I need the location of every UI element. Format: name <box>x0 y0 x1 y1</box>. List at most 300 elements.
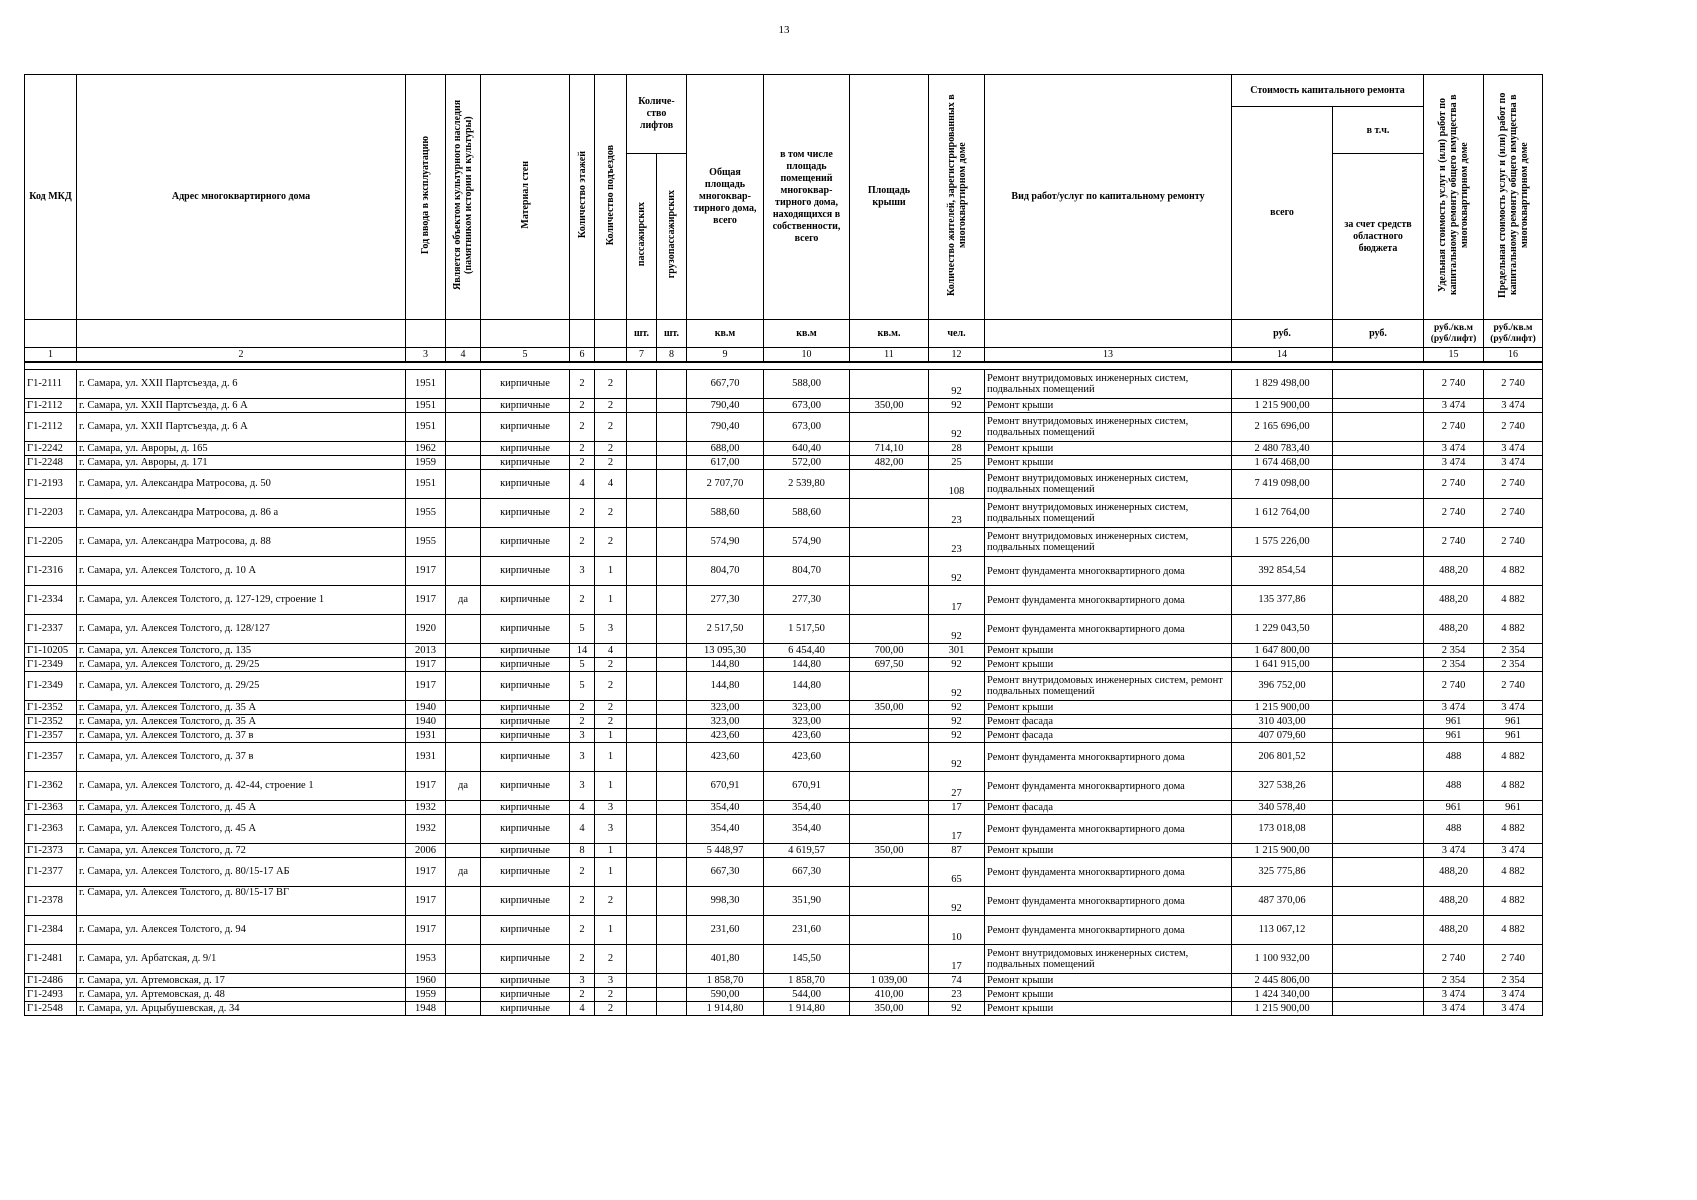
column-number: 1 <box>25 348 77 363</box>
cell-owned-area: 640,40 <box>764 442 850 456</box>
cell-year: 1951 <box>406 399 446 413</box>
cell-wall: кирпичные <box>481 801 570 815</box>
cell-heritage: да <box>446 772 481 801</box>
cell-unit-cost: 3 474 <box>1424 456 1484 470</box>
cell-cost-regional <box>1333 499 1424 528</box>
cell-year: 1931 <box>406 743 446 772</box>
cell-code: Г1-2334 <box>25 586 77 615</box>
cell-heritage <box>446 815 481 844</box>
cell-total-area: 323,00 <box>687 701 764 715</box>
table-row <box>25 715 1543 729</box>
cell-code: Г1-2384 <box>25 916 77 945</box>
cell-floors: 2 <box>570 701 595 715</box>
cell-cargo-lifts <box>657 499 687 528</box>
cell-work-type: Ремонт крыши <box>985 1002 1232 1016</box>
cell-owned-area: 1 914,80 <box>764 1002 850 1016</box>
table-row <box>25 916 1543 945</box>
cell-year: 1951 <box>406 413 446 442</box>
cell-residents: 92 <box>929 615 985 644</box>
cell-cost-total: 392 854,54 <box>1232 557 1333 586</box>
cell-cargo-lifts <box>657 413 687 442</box>
cell-residents: 10 <box>929 916 985 945</box>
cell-roof-area <box>850 945 929 974</box>
cell-owned-area: 544,00 <box>764 988 850 1002</box>
cell-pass-lifts <box>627 772 657 801</box>
cell-total-area: 2 707,70 <box>687 470 764 499</box>
cell-cost-total: 173 018,08 <box>1232 815 1333 844</box>
cell-roof-area <box>850 499 929 528</box>
cell-residents: 92 <box>929 743 985 772</box>
cell-work-type: Ремонт фундамента многоквартирного дома <box>985 557 1232 586</box>
cell-wall: кирпичные <box>481 772 570 801</box>
cell-cost-regional <box>1333 456 1424 470</box>
cell-code: Г1-2481 <box>25 945 77 974</box>
cell-code: Г1-2248 <box>25 456 77 470</box>
cell-total-area: 5 448,97 <box>687 844 764 858</box>
cell-roof-area <box>850 470 929 499</box>
cell-unit-cost: 2 740 <box>1424 370 1484 399</box>
cell-code: Г1-2362 <box>25 772 77 801</box>
cell-entrances: 4 <box>595 644 627 658</box>
cell-max-cost: 961 <box>1484 801 1543 815</box>
cell-residents: 65 <box>929 858 985 887</box>
cell-total-area: 401,80 <box>687 945 764 974</box>
cell-code: Г1-2378 <box>25 887 77 916</box>
cell-address: г. Самара, ул. Алексея Толстого, д. 35 А <box>77 715 406 729</box>
cell-wall: кирпичные <box>481 715 570 729</box>
cell-code: Г1-2352 <box>25 715 77 729</box>
cell-floors: 3 <box>570 729 595 743</box>
table-row <box>25 615 1543 644</box>
cell-heritage <box>446 701 481 715</box>
column-number: 9 <box>687 348 764 363</box>
cell-roof-area <box>850 557 929 586</box>
cell-cargo-lifts <box>657 672 687 701</box>
cell-wall: кирпичные <box>481 615 570 644</box>
cell-work-type: Ремонт крыши <box>985 988 1232 1002</box>
cell-pass-lifts <box>627 658 657 672</box>
cell-cost-regional <box>1333 844 1424 858</box>
cell-max-cost: 2 354 <box>1484 644 1543 658</box>
cell-entrances: 1 <box>595 743 627 772</box>
cell-owned-area: 4 619,57 <box>764 844 850 858</box>
cell-wall: кирпичные <box>481 743 570 772</box>
cell-cargo-lifts <box>657 528 687 557</box>
cell-entrances: 2 <box>595 945 627 974</box>
header-floors: Количество этажей <box>570 75 595 320</box>
cell-cargo-lifts <box>657 945 687 974</box>
cell-heritage <box>446 743 481 772</box>
header-entrances: Количество подъездов <box>595 75 627 320</box>
cell-total-area: 998,30 <box>687 887 764 916</box>
cell-floors: 4 <box>570 1002 595 1016</box>
cell-cargo-lifts <box>657 456 687 470</box>
table-row <box>25 988 1543 1002</box>
cell-cost-total: 1 215 900,00 <box>1232 701 1333 715</box>
page-number: 13 <box>778 24 790 36</box>
cell-max-cost: 4 882 <box>1484 815 1543 844</box>
cell-cargo-lifts <box>657 988 687 1002</box>
unit-pass: шт. <box>627 320 657 348</box>
table-row <box>25 887 1543 916</box>
cell-cost-total: 396 752,00 <box>1232 672 1333 701</box>
cell-wall: кирпичные <box>481 701 570 715</box>
header-code: Код МКД <box>25 75 77 320</box>
cell-roof-area <box>850 772 929 801</box>
cell-cost-total: 1 424 340,00 <box>1232 988 1333 1002</box>
cell-max-cost: 3 474 <box>1484 456 1543 470</box>
column-number: 3 <box>406 348 446 363</box>
cell-floors: 3 <box>570 557 595 586</box>
cell-cost-regional <box>1333 442 1424 456</box>
cell-pass-lifts <box>627 743 657 772</box>
cell-owned-area: 231,60 <box>764 916 850 945</box>
column-number: 6 <box>570 348 595 363</box>
cell-work-type: Ремонт фундамента многоквартирного дома <box>985 887 1232 916</box>
unit-cost-regional: руб. <box>1333 320 1424 348</box>
column-number: 11 <box>850 348 929 363</box>
table-row <box>25 442 1543 456</box>
cell-total-area: 423,60 <box>687 729 764 743</box>
cell-work-type: Ремонт крыши <box>985 442 1232 456</box>
cell-cost-total: 487 370,06 <box>1232 887 1333 916</box>
cell-cost-regional <box>1333 370 1424 399</box>
cell-cost-total: 206 801,52 <box>1232 743 1333 772</box>
cell-cargo-lifts <box>657 844 687 858</box>
cell-unit-cost: 961 <box>1424 801 1484 815</box>
cell-wall: кирпичные <box>481 916 570 945</box>
cell-entrances: 1 <box>595 916 627 945</box>
cell-year: 1953 <box>406 945 446 974</box>
cell-max-cost: 4 882 <box>1484 887 1543 916</box>
cell-work-type: Ремонт крыши <box>985 456 1232 470</box>
cell-address: г. Самара, ул. Арбатская, д. 9/1 <box>77 945 406 974</box>
cell-unit-cost: 2 354 <box>1424 644 1484 658</box>
cell-heritage <box>446 916 481 945</box>
cell-code: Г1-2316 <box>25 557 77 586</box>
cell-cargo-lifts <box>657 644 687 658</box>
header-unit-cost: Удельная стоимость услуг и (или) работ по капитальному ремонту общего имущества в многоквартирном доме <box>1424 75 1484 320</box>
cell-unit-cost: 3 474 <box>1424 844 1484 858</box>
cell-entrances: 2 <box>595 715 627 729</box>
table-row <box>25 586 1543 615</box>
cell-max-cost: 2 740 <box>1484 413 1543 442</box>
cell-cost-total: 2 165 696,00 <box>1232 413 1333 442</box>
cell-work-type: Ремонт фундамента многоквартирного дома <box>985 615 1232 644</box>
cell-wall: кирпичные <box>481 945 570 974</box>
cell-roof-area <box>850 916 929 945</box>
cell-floors: 8 <box>570 844 595 858</box>
cell-heritage <box>446 658 481 672</box>
cell-cost-total: 1 215 900,00 <box>1232 844 1333 858</box>
cell-cost-regional <box>1333 988 1424 1002</box>
cell-work-type: Ремонт крыши <box>985 974 1232 988</box>
cell-year: 2013 <box>406 644 446 658</box>
cell-year: 1940 <box>406 715 446 729</box>
cell-cost-regional <box>1333 1002 1424 1016</box>
cell-floors: 3 <box>570 974 595 988</box>
cell-address: г. Самара, ул. Алексея Толстого, д. 72 <box>77 844 406 858</box>
cell-address: г. Самара, ул. Алексея Толстого, д. 80/15-17 АБ <box>77 858 406 887</box>
cell-pass-lifts <box>627 672 657 701</box>
cell-address: г. Самара, ул. XXII Партсъезда, д. 6 <box>77 370 406 399</box>
cell-heritage <box>446 801 481 815</box>
cell-cost-regional <box>1333 658 1424 672</box>
unit-unit-cost: руб./кв.м (руб/лифт) <box>1424 320 1484 348</box>
cell-pass-lifts <box>627 442 657 456</box>
cell-year: 1917 <box>406 772 446 801</box>
cell-year: 1917 <box>406 658 446 672</box>
cell-wall: кирпичные <box>481 815 570 844</box>
cell-address: г. Самара, ул. Алексея Толстого, д. 45 А <box>77 815 406 844</box>
cell-owned-area: 588,60 <box>764 499 850 528</box>
header-cargo-lifts: грузопассажирских <box>657 154 687 320</box>
cell-pass-lifts <box>627 456 657 470</box>
cell-roof-area <box>850 586 929 615</box>
cell-total-area: 323,00 <box>687 715 764 729</box>
cell-cost-regional <box>1333 945 1424 974</box>
cell-floors: 2 <box>570 858 595 887</box>
cell-code: Г1-2112 <box>25 413 77 442</box>
column-number <box>1333 348 1424 363</box>
table-row <box>25 456 1543 470</box>
cell-year: 1917 <box>406 916 446 945</box>
cell-address: г. Самара, ул. Алексея Толстого, д. 10 А <box>77 557 406 586</box>
cell-cost-regional <box>1333 528 1424 557</box>
cell-heritage <box>446 370 481 399</box>
cell-floors: 2 <box>570 456 595 470</box>
cell-code: Г1-2205 <box>25 528 77 557</box>
cell-year: 1917 <box>406 887 446 916</box>
cell-year: 1917 <box>406 858 446 887</box>
cell-heritage <box>446 945 481 974</box>
cell-entrances: 2 <box>595 370 627 399</box>
unit-residents: чел. <box>929 320 985 348</box>
table-row <box>25 557 1543 586</box>
cell-roof-area <box>850 887 929 916</box>
cell-address: г. Самара, ул. Артемовская, д. 17 <box>77 974 406 988</box>
cell-wall: кирпичные <box>481 442 570 456</box>
cell-owned-area: 144,80 <box>764 658 850 672</box>
table-row <box>25 772 1543 801</box>
cell-heritage: да <box>446 858 481 887</box>
cell-cargo-lifts <box>657 370 687 399</box>
cell-max-cost: 3 474 <box>1484 844 1543 858</box>
cell-owned-area: 673,00 <box>764 413 850 442</box>
cell-pass-lifts <box>627 413 657 442</box>
cell-max-cost: 4 882 <box>1484 557 1543 586</box>
table-row <box>25 974 1543 988</box>
cell-residents: 92 <box>929 715 985 729</box>
cell-entrances: 3 <box>595 801 627 815</box>
cell-unit-cost: 488,20 <box>1424 615 1484 644</box>
cell-max-cost: 3 474 <box>1484 399 1543 413</box>
cell-unit-cost: 3 474 <box>1424 399 1484 413</box>
cell-roof-area: 350,00 <box>850 844 929 858</box>
column-number: 10 <box>764 348 850 363</box>
cell-pass-lifts <box>627 701 657 715</box>
cell-entrances: 2 <box>595 399 627 413</box>
cell-max-cost: 4 882 <box>1484 858 1543 887</box>
cell-residents: 23 <box>929 528 985 557</box>
unit-total-area: кв.м <box>687 320 764 348</box>
cell-entrances: 2 <box>595 528 627 557</box>
cell-roof-area: 714,10 <box>850 442 929 456</box>
cell-work-type: Ремонт фасада <box>985 729 1232 743</box>
cell-max-cost: 3 474 <box>1484 701 1543 715</box>
cell-floors: 2 <box>570 715 595 729</box>
cell-address: г. Самара, ул. Алексея Толстого, д. 37 в <box>77 729 406 743</box>
column-number: 8 <box>657 348 687 363</box>
table-row <box>25 743 1543 772</box>
column-number <box>595 348 627 363</box>
cell-cost-total: 7 419 098,00 <box>1232 470 1333 499</box>
cell-owned-area: 354,40 <box>764 801 850 815</box>
cell-wall: кирпичные <box>481 456 570 470</box>
cell-address: г. Самара, ул. Алексея Толстого, д. 80/15-17 ВГ <box>77 887 406 916</box>
cell-year: 1932 <box>406 815 446 844</box>
cell-floors: 2 <box>570 528 595 557</box>
cell-year: 1948 <box>406 1002 446 1016</box>
cell-cargo-lifts <box>657 1002 687 1016</box>
cell-max-cost: 3 474 <box>1484 1002 1543 1016</box>
cell-wall: кирпичные <box>481 658 570 672</box>
cell-year: 1917 <box>406 672 446 701</box>
cell-cost-regional <box>1333 715 1424 729</box>
cell-total-area: 617,00 <box>687 456 764 470</box>
cell-cost-regional <box>1333 399 1424 413</box>
cell-residents: 92 <box>929 672 985 701</box>
cell-roof-area: 350,00 <box>850 701 929 715</box>
table-row <box>25 672 1543 701</box>
cell-address: г. Самара, ул. Авроры, д. 171 <box>77 456 406 470</box>
cell-total-area: 1 858,70 <box>687 974 764 988</box>
cell-work-type: Ремонт крыши <box>985 658 1232 672</box>
cell-residents: 92 <box>929 370 985 399</box>
cell-entrances: 3 <box>595 974 627 988</box>
cell-roof-area: 697,50 <box>850 658 929 672</box>
cell-total-area: 231,60 <box>687 916 764 945</box>
cell-total-area: 354,40 <box>687 815 764 844</box>
cell-cargo-lifts <box>657 701 687 715</box>
cell-pass-lifts <box>627 815 657 844</box>
cell-floors: 2 <box>570 945 595 974</box>
cell-cost-regional <box>1333 413 1424 442</box>
cell-roof-area: 482,00 <box>850 456 929 470</box>
cell-heritage <box>446 729 481 743</box>
header-cost-regional: за счет средств областного бюджета <box>1333 154 1424 320</box>
cell-floors: 2 <box>570 499 595 528</box>
cell-pass-lifts <box>627 615 657 644</box>
cell-code: Г1-2548 <box>25 1002 77 1016</box>
cell-total-area: 2 517,50 <box>687 615 764 644</box>
cell-unit-cost: 3 474 <box>1424 1002 1484 1016</box>
cell-floors: 2 <box>570 988 595 1002</box>
unit-cost-total: руб. <box>1232 320 1333 348</box>
cell-roof-area <box>850 715 929 729</box>
table-row <box>25 399 1543 413</box>
cell-total-area: 804,70 <box>687 557 764 586</box>
cell-unit-cost: 2 740 <box>1424 945 1484 974</box>
cell-address: г. Самара, ул. Алексея Толстого, д. 35 А <box>77 701 406 715</box>
table-row <box>25 644 1543 658</box>
cell-wall: кирпичные <box>481 399 570 413</box>
cell-cargo-lifts <box>657 916 687 945</box>
cell-cargo-lifts <box>657 658 687 672</box>
cell-pass-lifts <box>627 945 657 974</box>
table-row <box>25 658 1543 672</box>
cell-work-type: Ремонт внутридомовых инженерных систем, подвальных помещений <box>985 499 1232 528</box>
cell-year: 1955 <box>406 499 446 528</box>
cell-unit-cost: 3 474 <box>1424 442 1484 456</box>
cell-address: г. Самара, ул. Авроры, д. 165 <box>77 442 406 456</box>
cell-address: г. Самара, ул. Александра Матросова, д. 88 <box>77 528 406 557</box>
cell-cost-total: 113 067,12 <box>1232 916 1333 945</box>
table-row <box>25 729 1543 743</box>
table-row <box>25 815 1543 844</box>
header-pass-lifts: пассажирских <box>627 154 657 320</box>
cell-address: г. Самара, ул. Артемовская, д. 48 <box>77 988 406 1002</box>
header-lifts: Количе-ство лифтов <box>627 75 687 154</box>
cell-pass-lifts <box>627 887 657 916</box>
cell-max-cost: 4 882 <box>1484 743 1543 772</box>
cell-cargo-lifts <box>657 442 687 456</box>
cell-unit-cost: 488,20 <box>1424 916 1484 945</box>
cell-work-type: Ремонт фасада <box>985 801 1232 815</box>
table-row <box>25 499 1543 528</box>
cell-residents: 17 <box>929 586 985 615</box>
cell-address: г. Самара, ул. Алексея Толстого, д. 127-129, строение 1 <box>77 586 406 615</box>
cell-cost-regional <box>1333 916 1424 945</box>
header-address: Адрес многоквартирного дома <box>77 75 406 320</box>
cell-unit-cost: 3 474 <box>1424 988 1484 1002</box>
cell-year: 1920 <box>406 615 446 644</box>
column-number: 12 <box>929 348 985 363</box>
table-row <box>25 945 1543 974</box>
cell-wall: кирпичные <box>481 887 570 916</box>
cell-total-area: 144,80 <box>687 658 764 672</box>
header-cost-incl: в т.ч. <box>1333 107 1424 154</box>
cell-code: Г1-2493 <box>25 988 77 1002</box>
cell-work-type: Ремонт внутридомовых инженерных систем, подвальных помещений <box>985 470 1232 499</box>
cell-residents: 23 <box>929 499 985 528</box>
cell-floors: 14 <box>570 644 595 658</box>
cell-cargo-lifts <box>657 586 687 615</box>
cell-year: 2006 <box>406 844 446 858</box>
cell-wall: кирпичные <box>481 413 570 442</box>
cell-pass-lifts <box>627 499 657 528</box>
cell-heritage <box>446 988 481 1002</box>
cell-owned-area: 2 539,80 <box>764 470 850 499</box>
cell-cargo-lifts <box>657 887 687 916</box>
table-row <box>25 1002 1543 1016</box>
cell-year: 1951 <box>406 370 446 399</box>
cell-heritage <box>446 499 481 528</box>
cell-address: г. Самара, ул. XXII Партсъезда, д. 6 А <box>77 399 406 413</box>
cell-entrances: 3 <box>595 615 627 644</box>
cell-cost-total: 327 538,26 <box>1232 772 1333 801</box>
cell-residents: 92 <box>929 413 985 442</box>
cell-max-cost: 4 882 <box>1484 586 1543 615</box>
cell-cargo-lifts <box>657 858 687 887</box>
cell-residents: 92 <box>929 399 985 413</box>
cell-heritage <box>446 974 481 988</box>
table-row <box>25 528 1543 557</box>
cell-owned-area: 354,40 <box>764 815 850 844</box>
cell-entrances: 1 <box>595 844 627 858</box>
cell-cargo-lifts <box>657 399 687 413</box>
cell-owned-area: 667,30 <box>764 858 850 887</box>
